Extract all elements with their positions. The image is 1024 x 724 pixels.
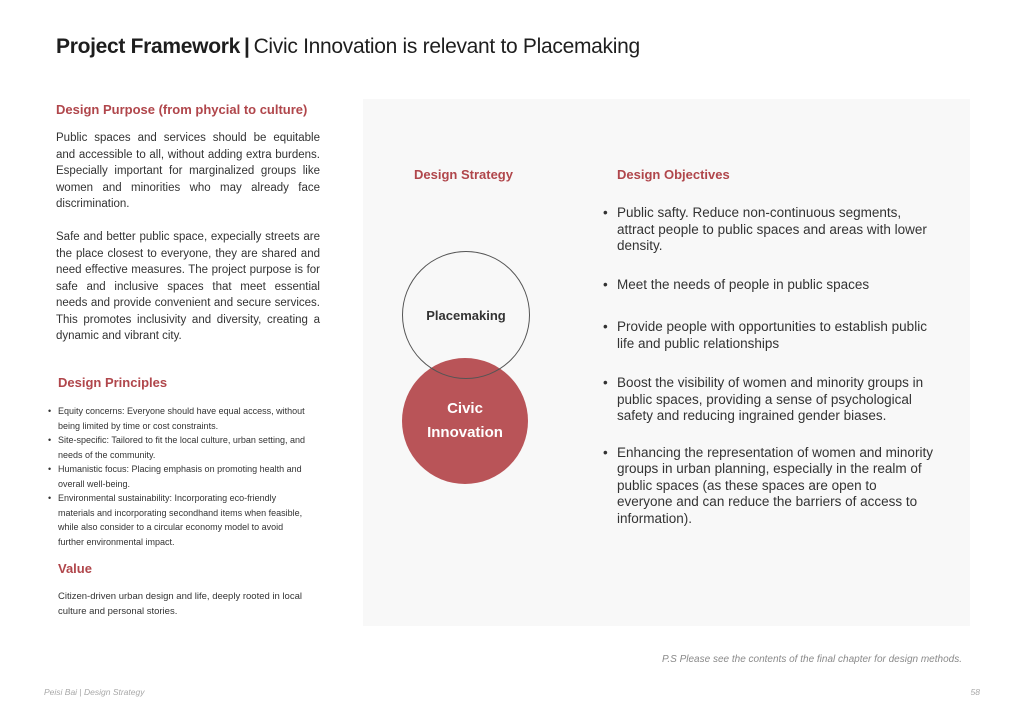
objective-item: • Meet the needs of people in public spaces xyxy=(603,277,933,294)
objective-item: • Provide people with opportunities to establish public life and public relationships xyxy=(603,319,933,352)
design-methods-note: P.S Please see the contents of the final chapter for design methods. xyxy=(661,654,962,665)
value-text: Citizen-driven urban design and life, deeply rooted in local culture and personal stories. xyxy=(58,591,302,617)
design-principles-heading: Design Principles xyxy=(58,375,168,390)
principle-item: • Site-specific: Tailored to fit the local culture, urban setting, and needs of the community. xyxy=(48,433,310,462)
placemaking-label: Placemaking xyxy=(426,307,506,323)
design-strategy-heading: Design Strategy xyxy=(414,167,513,182)
title-rest: Civic Innovation is relevant to Placemaking xyxy=(253,35,640,58)
page-title xyxy=(56,34,640,60)
page-number: 58 xyxy=(970,687,980,697)
design-purpose-heading: Design Purpose (from phycial to culture) xyxy=(56,102,308,117)
design-purpose-paragraph-2: Safe and better public space, expecially streets are the place closest to everyone, they are shared and need effective measures. The project purpose is for safe and inclusive spaces that meet essential needs and provide convenient and secure services. This promotes inclusivity and diversity, creating a dynamic and vibrant city. xyxy=(56,231,320,342)
design-principles-list xyxy=(48,404,310,549)
title-separator: | xyxy=(243,35,250,58)
placemaking-circle xyxy=(402,251,530,379)
design-objectives-heading: Design Objectives xyxy=(617,167,730,182)
objective-item: • Enhancing the representation of women and minority groups in urban planning, especially in the realm of public spaces (as these spaces are open to everyone and can reduce the barriers of access to information). xyxy=(603,445,933,528)
objective-item: • Public safty. Reduce non-continuous segments, attract people to public spaces and areas with lower density. xyxy=(603,205,933,255)
value-heading: Value xyxy=(58,561,92,576)
design-purpose-paragraph-1: Public spaces and services should be equitable and accessible to all, without adding extra burdens. Especially important for marginalized groups like women and minorities who may already face discrimination. xyxy=(56,132,320,210)
objective-item: • Boost the visibility of women and minority groups in public spaces, providing a sense of psychological safety and reducing ingrained gender biases. xyxy=(603,375,933,425)
principle-item: • Equity concerns: Everyone should have equal access, without being limited by time or cost constraints. xyxy=(48,404,310,433)
title-strong: Project Framework xyxy=(56,35,240,58)
footer-author: Peisi Bai | Design Strategy xyxy=(44,687,145,697)
civic-innovation-label: Civic Innovation xyxy=(427,400,503,441)
principle-item: • Environmental sustainability: Incorporating eco-friendly materials and incorporating secondhand items when feasible, while also consider to a circular economy model to avoid further environmental impact. xyxy=(48,491,310,549)
design-objectives-list xyxy=(603,205,933,527)
principle-item: • Humanistic focus: Placing emphasis on promoting health and overall well-being. xyxy=(48,462,310,491)
